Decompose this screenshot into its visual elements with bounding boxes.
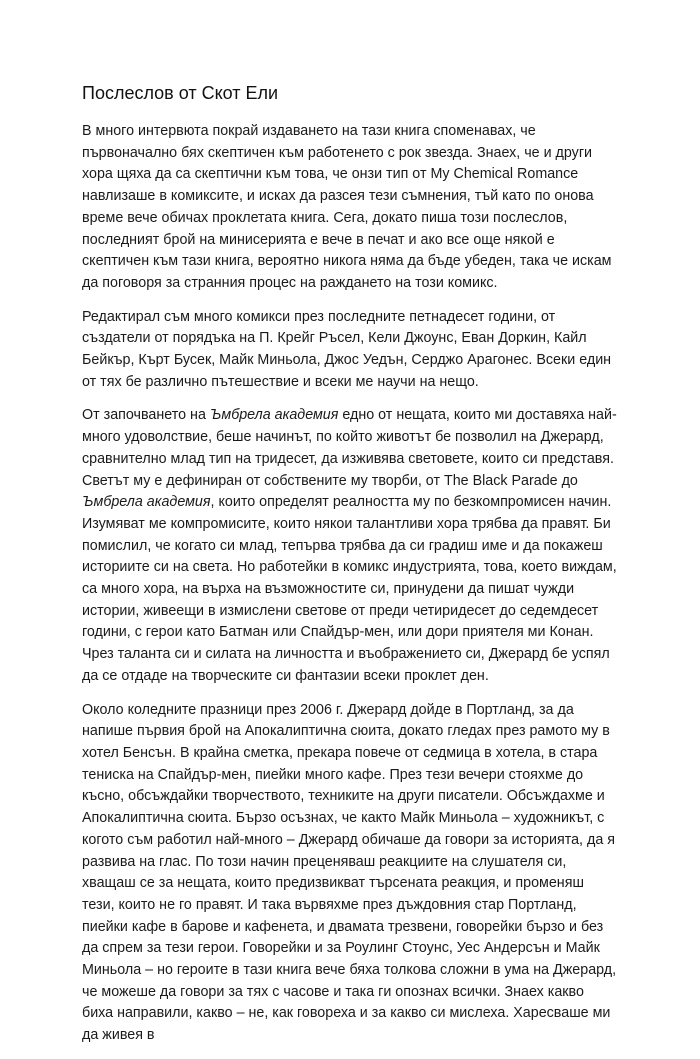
document-page	[82, 82, 618, 1059]
book-title-italic: Ъмбрела академия	[82, 494, 211, 511]
paragraph-3	[82, 405, 618, 687]
paragraph-2	[82, 307, 618, 394]
paragraph-1	[82, 121, 618, 295]
paragraph-text: В много интервюта покрай издаването на тази книга споменавах, че първоначално бях скептичен към работенето с рок звезда. Знаех, че и други хора щяха да са скептични към това, че онзи тип от My Chemical Romance навлизаше в комиксите, и исках да разсея тези съмнения, тъй като по онова време вече обичах проклетата книга. Сега, докато пиша този послеслов, последният брой на минисерията е вече в печат и ако все още някой е скептичен към тази книга, вероятно никога няма да бъде убеден, така че искам да поговоря за странния процес на раждането на този комикс.	[82, 123, 612, 291]
paragraph-text: Редактирал съм много комикси през последните петнадесет години, от създатели от порядъка на П. Крейг Ръсел, Кели Джоунс, Еван Доркин, Кайл Бейкър, Кърт Бусек, Майк Миньола, Джос Уедън, Серджо Арагонес. Всеки един от тях бе различно пътешествие и всеки ме научи на нещо.	[82, 308, 612, 390]
paragraph-4	[82, 700, 618, 1047]
book-title-italic: Ъмбрела академия	[209, 407, 339, 424]
paragraph-text: , които определят реалността му по безкомпромисен начин. Изумяват ме компромисите, които някои талантливи хора трябва да правят. Би помислил, че когато си млад, тепърва трябва да си градиш име и да покажеш историите си на света. Но работейки в комикс индустрията, това, което виждам, са много хора, на върха на възможностите си, принудени да пишат чужди истории, живеещи в измислени светове от преди четиридесет до седемдесет години, с герои като Батман или Спайдър-мен, или дори приятеля ми Конан. Чрез таланта си и силата на личността и въображението си, Джерард бе успял да се отдаде на творческите си фантазии всеки проклет ден.	[82, 494, 617, 684]
paragraph-text: От започването на	[82, 407, 210, 424]
document-body	[82, 121, 618, 1047]
paragraph-text: Около коледните празници през 2006 г. Джерард дойде в Портланд, за да напише първия брой на Апокалиптична сюита, докато гледах през рамото му в хотел Бенсън. В крайна сметка, прекара повече от седмица в хотела, в стара тениска на Спайдър-мен, пиейки много кафе. През тези вечери стояхме до късно, обсъждайки творчеството, техниките на други писатели. Обсъждахме и Апокалиптична сюита. Бързо осъзнах, че както Майк Миньола – художникът, с когото съм работил най-много – Джерард обичаше да говори за историята, да я развива на глас. По този начин преценяваш реакциите на слушателя си, хващаш се за нещата, които предизвикват търсената реакция, и променяш тези, които не го правят. И така вървяхме през дъждовния стар Портланд, пиейки кафе в барове и кафенета, и двамата трезвени, говорейки бързо и без да спрем за тези герои. Говорейки и за Роулинг Стоунс, Уес Андерсън и Майк Миньола – но героите в тази книга вече бяха толкова сложни в ума на Джерард, че можеше да говори за тях с часове и така ги опознах всички. Знаех какво биха направили, какво – не, как говореха и за какво си мислеха. Харесваше ми да живея в	[82, 701, 617, 1044]
paragraph-text: едно от нещата, които ми доставяха най-много удоволствие, беше начинът, по който животът бе позволил на Джерард, сравнително млад тип на тридесет, да изживява световете, които си представя. Светът му е дефиниран от собствените му творби, от The Black Parade до	[82, 407, 617, 489]
document-title: Послеслов от Скот Ели	[82, 83, 279, 103]
